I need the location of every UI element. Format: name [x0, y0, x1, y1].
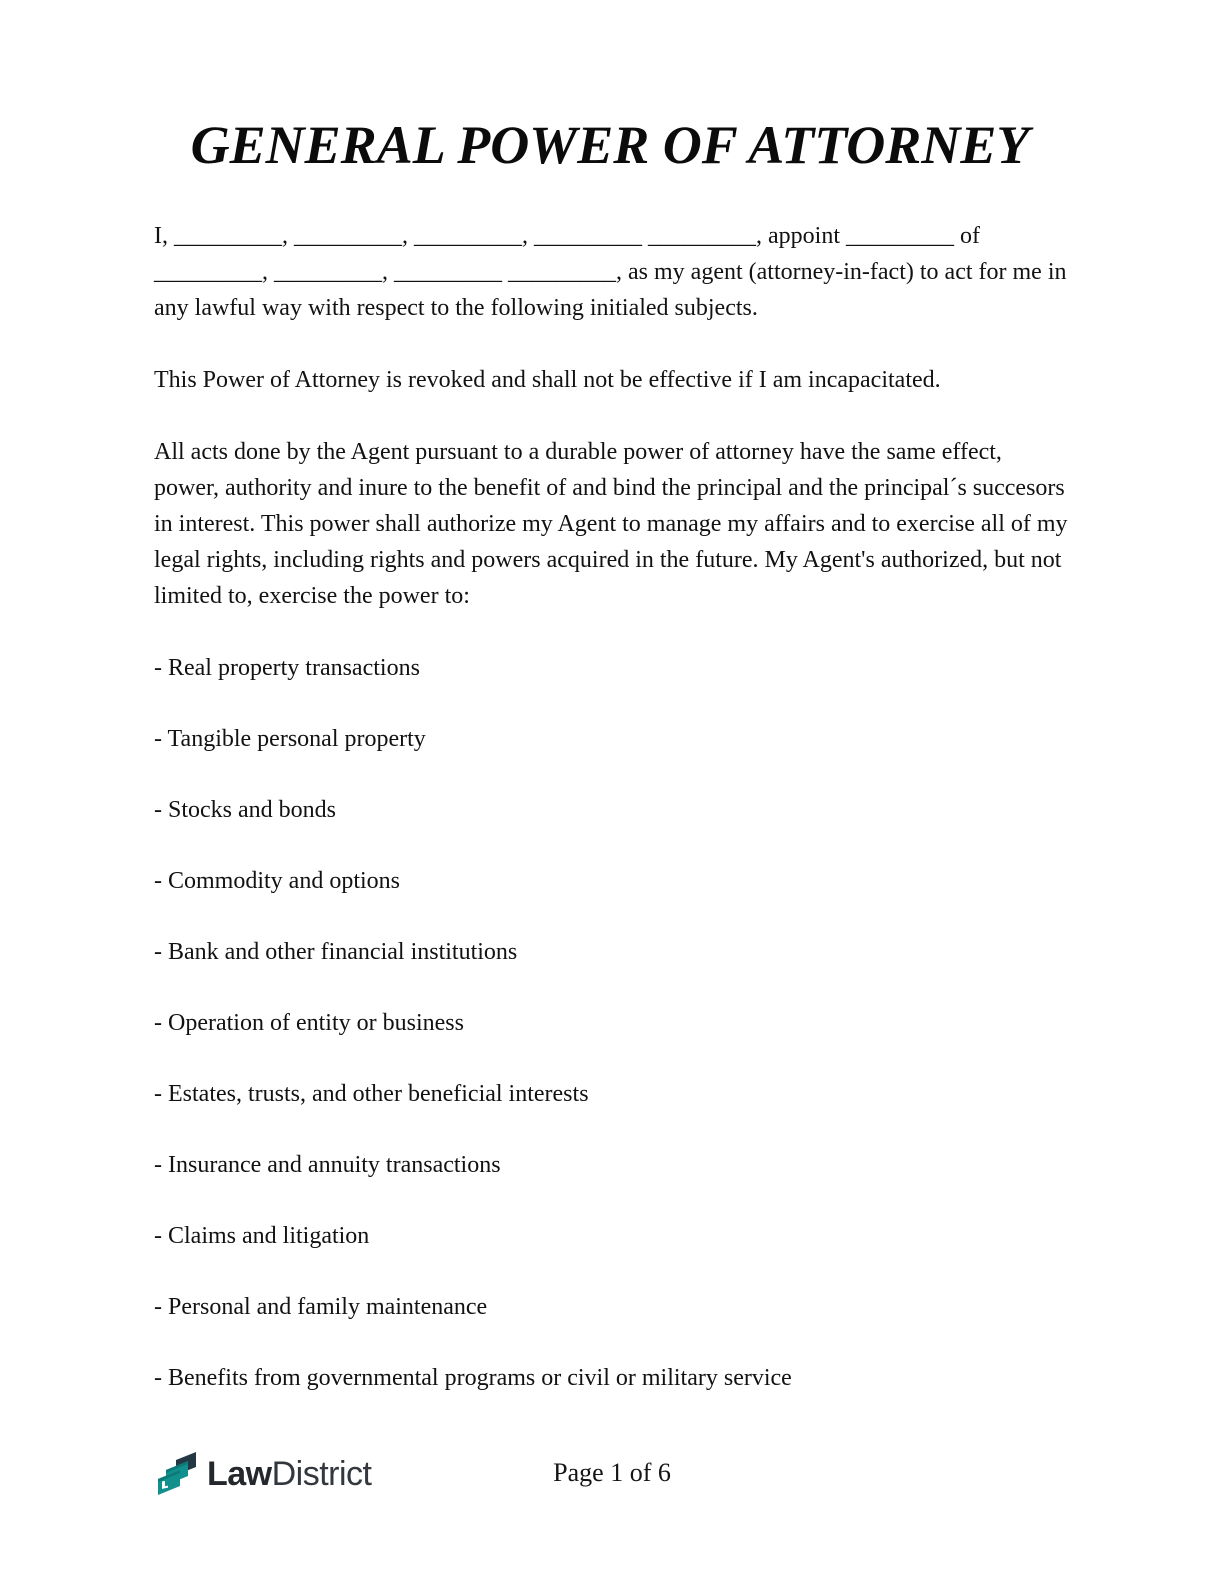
powers-list [154, 650, 1066, 1396]
durable-line-2: power, authority and inure to the benefit of and bind the principal and the principal´s succesors [154, 475, 1065, 501]
brand-law-label: Law [207, 1455, 272, 1493]
power-item-claims-litigation: - Claims and litigation [154, 1223, 370, 1249]
lawdistrict-books-icon [155, 1448, 203, 1500]
power-item-government-benefits: - Benefits from governmental programs or civil or military service [154, 1365, 792, 1391]
page-number: Page 1 of 6 [553, 1458, 671, 1487]
power-item-estates-trusts: - Estates, trusts, and other beneficial interests [154, 1081, 589, 1107]
document-title: GENERAL POWER OF ATTORNEY [190, 115, 1030, 175]
power-item-banks: - Bank and other financial institutions [154, 939, 518, 965]
power-item-business-operation: - Operation of entity or business [154, 1010, 464, 1036]
intro-line-1: I, _________, _________, _________, _________ _________, appoint _________ of [154, 223, 980, 249]
revocation-paragraph [154, 362, 1066, 398]
power-item-stocks-bonds: - Stocks and bonds [154, 797, 336, 823]
power-item-tangible-property: - Tangible personal property [154, 726, 426, 752]
page-footer [0, 1448, 1224, 1518]
power-item-commodity-options: - Commodity and options [154, 868, 400, 894]
power-item-personal-family: - Personal and family maintenance [154, 1294, 488, 1320]
durable-line-3: in interest. This power shall authorize my Agent to manage my affairs and to exercise all of my [154, 511, 1068, 537]
brand-district-label: District [271, 1455, 372, 1493]
brand-text [207, 1448, 372, 1500]
intro-paragraph [154, 218, 1066, 326]
power-item-real-property: - Real property transactions [154, 655, 420, 681]
intro-line-2: _________, _________, _________ _________, as my agent (attorney-in-fact) to act for me in [154, 259, 1067, 285]
document-content [154, 112, 1066, 1431]
revocation-line: This Power of Attorney is revoked and shall not be effective if I am incapacitated. [154, 367, 941, 393]
durable-line-4: legal rights, including rights and powers acquired in the future. My Agent's authorized, but not [154, 547, 1062, 573]
intro-line-3: any lawful way with respect to the following initialed subjects. [154, 295, 758, 321]
durable-line-1: All acts done by the Agent pursuant to a durable power of attorney have the same effect, [154, 439, 1002, 465]
durable-line-5: limited to, exercise the power to: [154, 583, 470, 609]
durable-powers-paragraph [154, 434, 1066, 614]
lawdistrict-logo [155, 1448, 372, 1500]
power-item-insurance-annuity: - Insurance and annuity transactions [154, 1152, 501, 1178]
